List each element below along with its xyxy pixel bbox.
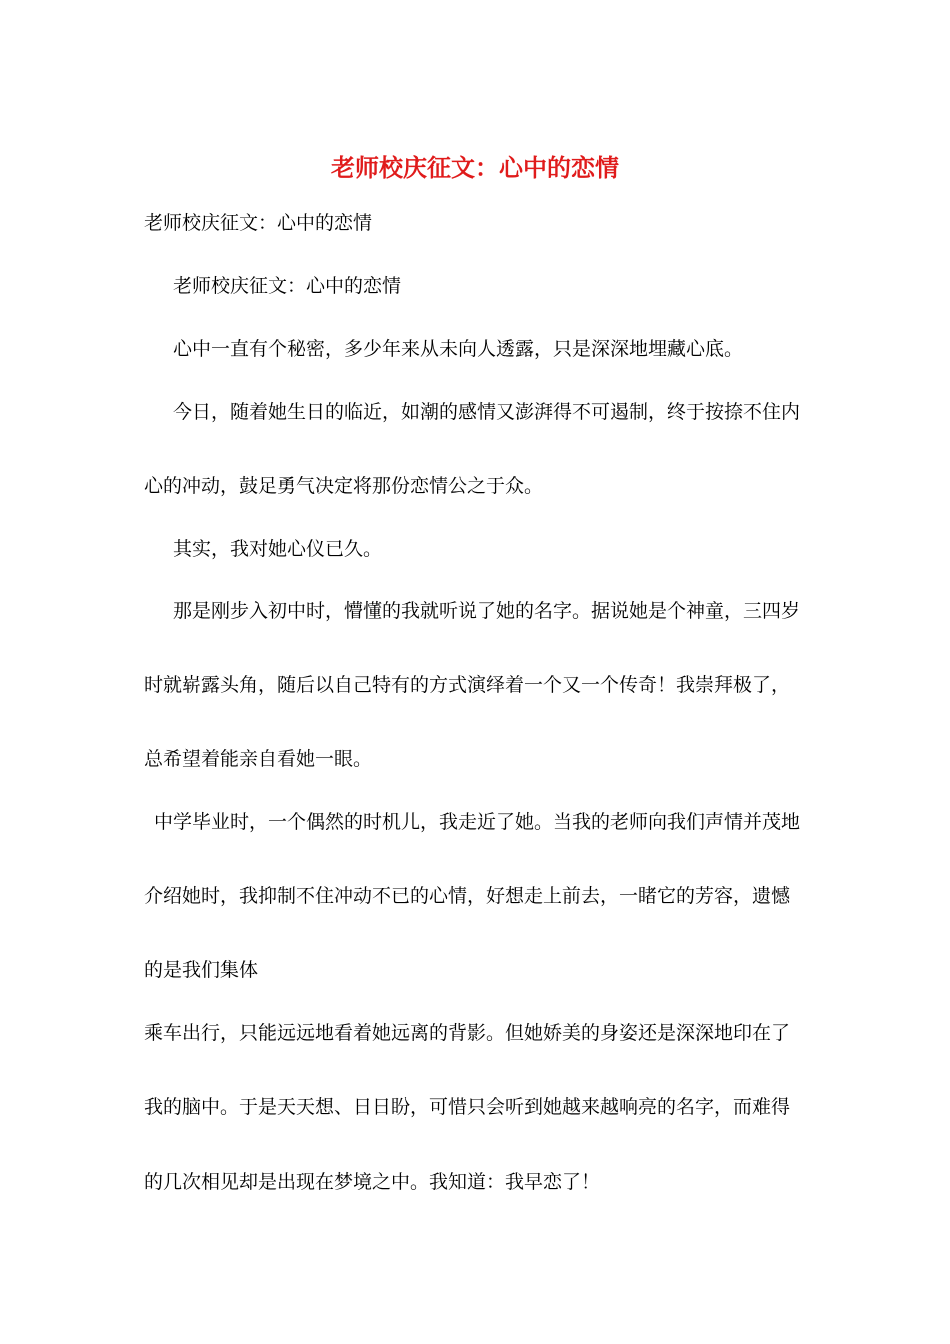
text-line: 中学毕业时，一个偶然的时机儿，我走近了她。当我的老师向我们声情并茂地	[154, 811, 801, 833]
text-line: 总希望着能亲自看她一眼。	[144, 748, 373, 770]
text-line: 介绍她时，我抑制不住冲动不已的心情，好想走上前去，一睹它的芳容，遗憾	[144, 885, 791, 907]
text-line: 老师校庆征文：心中的恋情	[173, 275, 402, 297]
text-line: 的是我们集体	[144, 959, 259, 981]
document-title: 老师校庆征文：心中的恋情	[331, 153, 619, 182]
text-line: 老师校庆征文：心中的恋情	[144, 212, 373, 234]
text-line: 乘车出行，只能远远地看着她远离的背影。但她娇美的身姿还是深深地印在了	[144, 1022, 791, 1044]
text-line: 其实，我对她心仪已久。	[173, 538, 383, 560]
text-line: 我的脑中。于是天天想、日日盼，可惜只会听到她越来越响亮的名字，而难得	[144, 1096, 791, 1118]
text-line: 心中一直有个秘密，多少年来从未向人透露，只是深深地埋藏心底。	[173, 338, 744, 360]
text-line: 时就崭露头角，随后以自己特有的方式演绎着一个又一个传奇！我崇拜极了，	[144, 674, 791, 696]
text-line: 心的冲动，鼓足勇气决定将那份恋情公之于众。	[144, 475, 544, 497]
text-line: 的几次相见却是出现在梦境之中。我知道：我早恋了！	[144, 1171, 601, 1193]
text-line: 今日，随着她生日的临近，如潮的感情又澎湃得不可遏制，终于按捺不住内	[173, 401, 801, 423]
text-line: 那是刚步入初中时，懵懂的我就听说了她的名字。据说她是个神童，三四岁	[173, 600, 801, 622]
